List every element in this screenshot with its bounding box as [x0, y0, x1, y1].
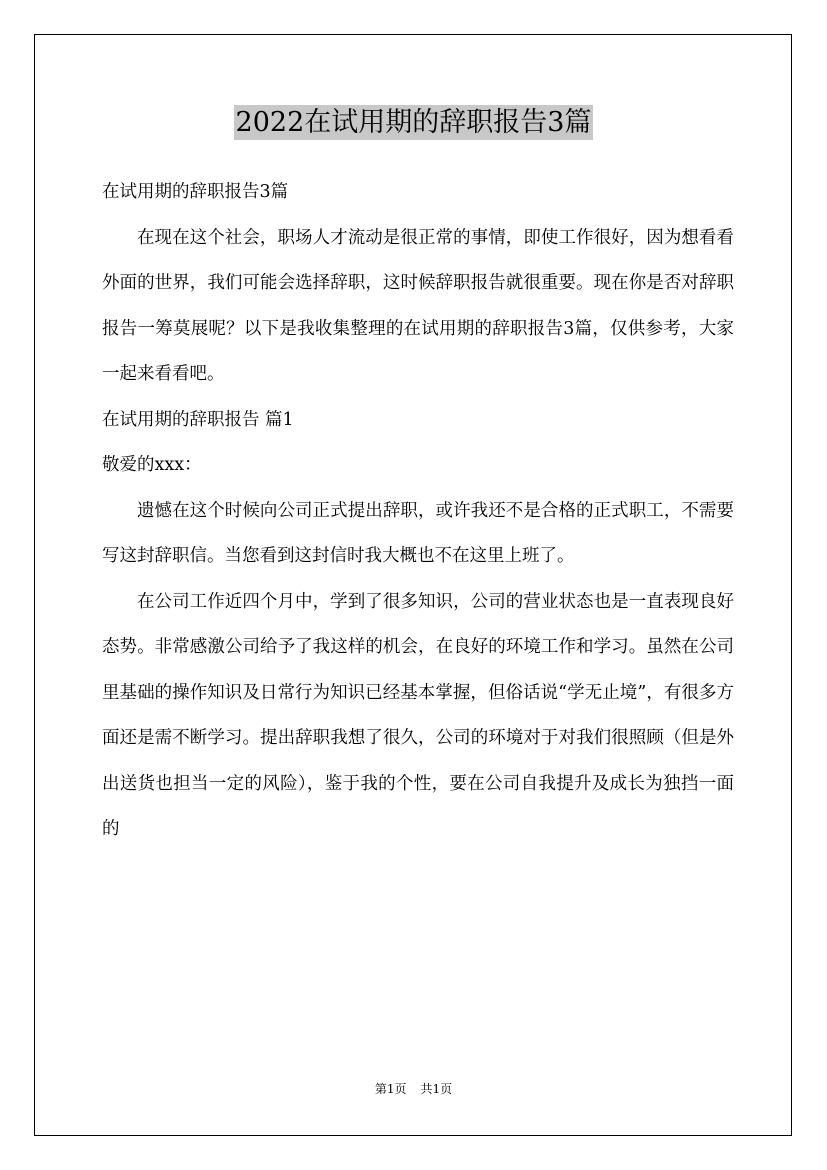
document-title-block [0, 100, 827, 146]
salutation: 敬爱的xxx： [102, 455, 202, 475]
body-paragraph-2: 在公司工作近四个月中，学到了很多知识，公司的营业状态也是一直表现良好态势。非常感激公司给予了我这样的机会，在良好的环境工作和学习。虽然在公司里基础的操作知识及日常行为知识已经基本掌握，但俗话说“学无止境”，有很多方面还是需不断学习。提出辞职我想了很久，公司的环境对于对我们很照顾（但是外出送货也担当一定的风险），鉴于我的个性，要在公司自我提升及成长为独挡一面的 [102, 591, 734, 839]
document-body [102, 170, 734, 853]
page-footer [0, 1080, 827, 1098]
subtitle-paragraph: 在试用期的辞职报告3篇 [102, 182, 289, 202]
page-number: 第1页 [374, 1082, 407, 1096]
intro-paragraph: 在现在这个社会，职场人才流动是很正常的事情，即使工作很好，因为想看看外面的世界，我们可能会选择辞职，这时候辞职报告就很重要。现在你是否对辞职报告一筹莫展呢？以下是我收集整理的在试用期的辞职报告3篇，仅供参考，大家一起来看看吧。 [102, 227, 734, 384]
section-heading: 在试用期的辞职报告 篇1 [102, 409, 294, 430]
page-total: 共1页 [420, 1082, 453, 1096]
document-title: 2022在试用期的辞职报告3篇 [235, 107, 592, 138]
body-paragraph-1: 遗憾在这个时候向公司正式提出辞职，或许我还不是合格的正式职工，不需要写这封辞职信。当您看到这封信时我大概也不在这里上班了。 [102, 500, 734, 566]
